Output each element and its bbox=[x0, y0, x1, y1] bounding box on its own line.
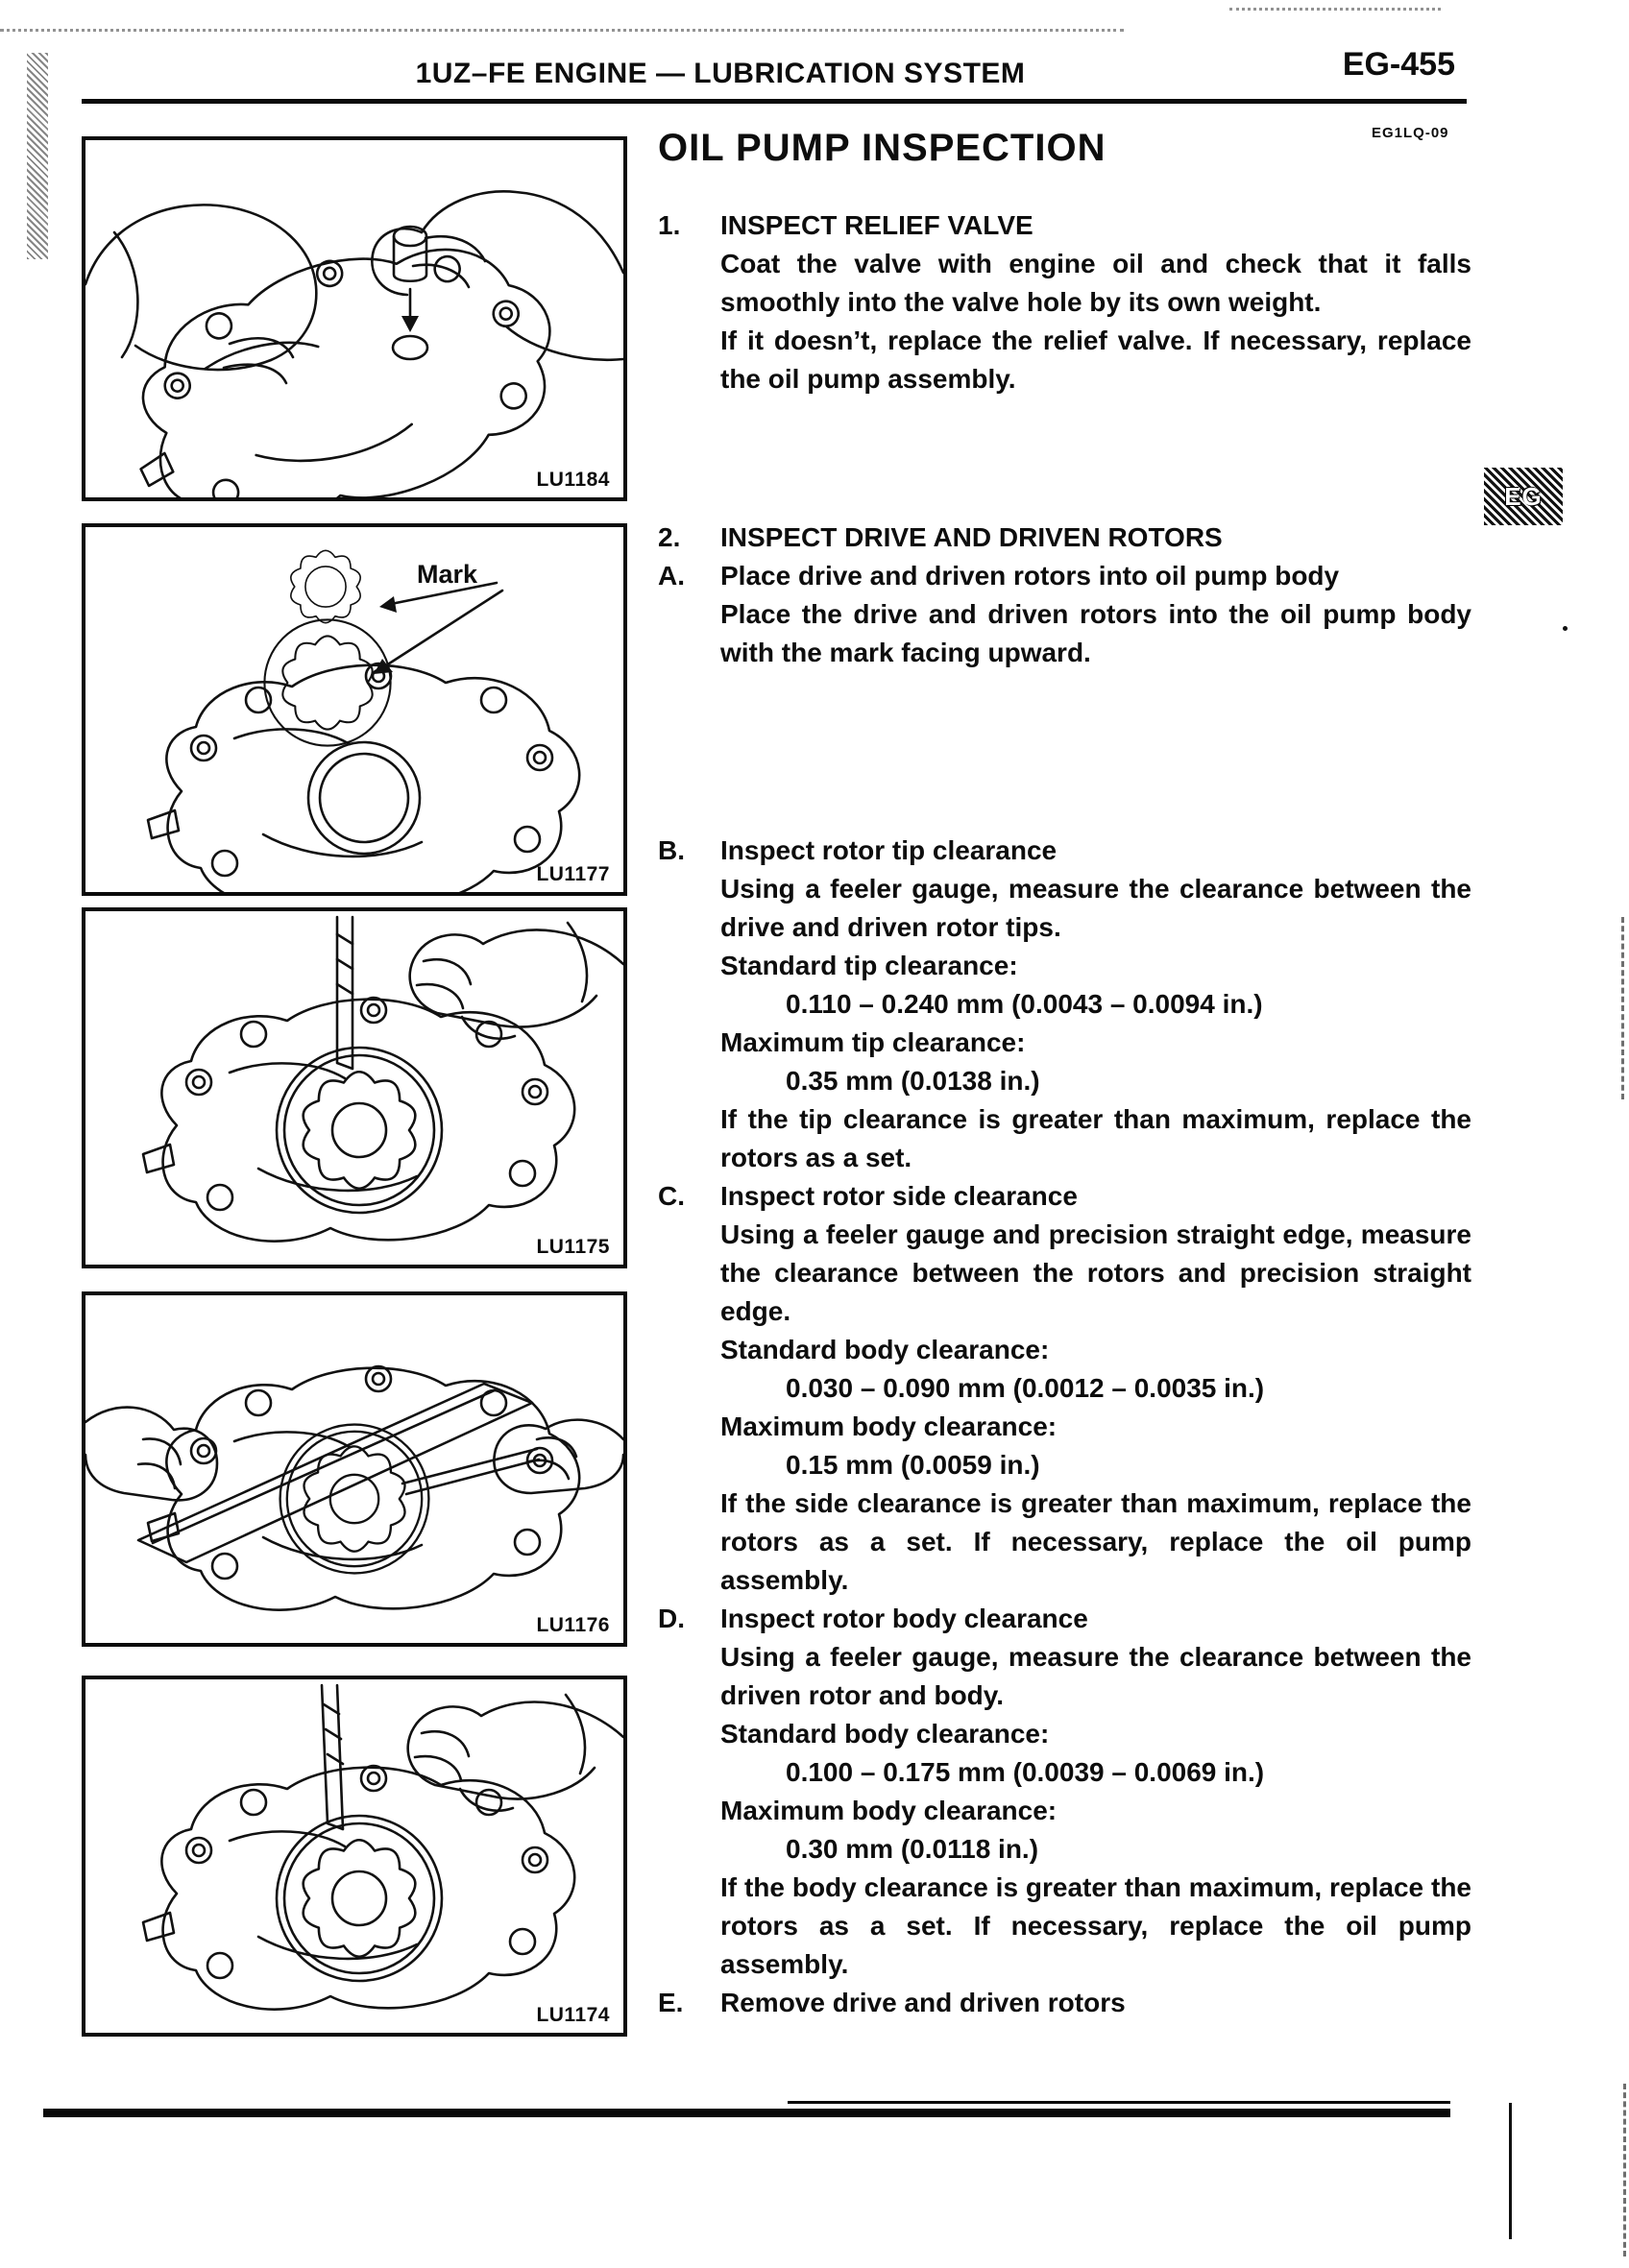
spec-label: Standard body clearance: bbox=[720, 1335, 1050, 1364]
page-title: OIL PUMP INSPECTION bbox=[658, 127, 1106, 169]
section-number: 1. bbox=[658, 210, 681, 240]
section-1 bbox=[658, 206, 1471, 398]
section-heading: Inspect rotor tip clearance bbox=[720, 835, 1058, 865]
paragraph: Using a feeler gauge, measure the clearance between the driven rotor and body. bbox=[720, 1642, 1471, 1710]
paragraph: Using a feeler gauge, measure the clearance between the drive and driven rotor tips. bbox=[720, 874, 1471, 942]
page-number: EG-455 bbox=[1342, 46, 1455, 83]
section-c bbox=[658, 1177, 1471, 1600]
section-heading: INSPECT RELIEF VALVE bbox=[720, 210, 1033, 240]
section-tab-label: EG bbox=[1504, 481, 1543, 511]
spec-label: Standard tip clearance: bbox=[720, 951, 1018, 980]
figure-rotors-mark bbox=[82, 523, 627, 896]
figure-tip-clearance bbox=[82, 907, 627, 1268]
section-tab bbox=[1484, 468, 1563, 525]
side-clearance-illustration bbox=[85, 1295, 623, 1643]
figure-id: LU1176 bbox=[536, 1614, 610, 1636]
section-number: A. bbox=[658, 561, 685, 591]
spec-value: 0.100 – 0.175 mm (0.0039 – 0.0069 in.) bbox=[786, 1757, 1265, 1787]
paragraph: If the body clearance is greater than maximum, replace the rotors as a set. If necessary, replace the oil pump assembly. bbox=[720, 1872, 1471, 1979]
scan-artifact-top-dots bbox=[0, 29, 1124, 32]
section-heading: Remove drive and driven rotors bbox=[720, 1988, 1126, 2017]
bottom-rule bbox=[43, 2109, 1450, 2117]
figure-side-clearance bbox=[82, 1291, 627, 1647]
section-heading: Inspect rotor body clearance bbox=[720, 1604, 1088, 1633]
spec-value: 0.15 mm (0.0059 in.) bbox=[786, 1450, 1040, 1480]
spec-label: Maximum tip clearance: bbox=[720, 1027, 1026, 1057]
paragraph: Using a feeler gauge and precision straight edge, measure the clearance between the rotors and precision straight edge. bbox=[720, 1219, 1471, 1326]
section-heading: Place drive and driven rotors into oil pump body bbox=[720, 561, 1340, 591]
paragraph: Place the drive and driven rotors into the oil pump body with the mark facing upward. bbox=[720, 599, 1471, 667]
figure-id: LU1184 bbox=[536, 469, 610, 491]
scan-artifact-top-right-dots bbox=[1229, 8, 1441, 11]
section-heading: Inspect rotor side clearance bbox=[720, 1181, 1078, 1211]
section-e bbox=[658, 1984, 1471, 2022]
section-d bbox=[658, 1600, 1471, 1984]
bottom-rule-thin bbox=[788, 2101, 1450, 2104]
spec-value: 0.30 mm (0.0118 in.) bbox=[786, 1834, 1039, 1864]
header-rule bbox=[82, 99, 1467, 104]
header-title: 1UZ–FE ENGINE — LUBRICATION SYSTEM bbox=[415, 58, 1026, 89]
section-number: E. bbox=[658, 1988, 684, 2017]
section-number: C. bbox=[658, 1181, 685, 1211]
scan-artifact-bottom-vline bbox=[1509, 2103, 1512, 2239]
figure-id: LU1174 bbox=[536, 2004, 610, 2026]
paragraph: Coat the valve with engine oil and check that it falls smoothly into the valve hole by its own weight. bbox=[720, 249, 1471, 317]
section-number: 2. bbox=[658, 522, 681, 552]
tip-clearance-illustration bbox=[85, 911, 623, 1265]
scan-artifact-right-dashes bbox=[1621, 917, 1624, 1099]
paragraph: If the tip clearance is greater than maximum, replace the rotors as a set. bbox=[720, 1104, 1471, 1172]
paragraph: If the side clearance is greater than maximum, replace the rotors as a set. If necessary, replace the oil pump assembly. bbox=[720, 1488, 1471, 1595]
mark-callout: Mark bbox=[417, 560, 478, 589]
figure-relief-valve bbox=[82, 136, 627, 501]
rotors-mark-illustration bbox=[85, 527, 623, 892]
scan-artifact-speck bbox=[1563, 626, 1568, 631]
relief-valve-illustration bbox=[85, 140, 623, 497]
section-number: B. bbox=[658, 835, 685, 865]
section-number: D. bbox=[658, 1604, 685, 1633]
figure-id: LU1175 bbox=[536, 1236, 610, 1258]
section-2 bbox=[658, 519, 1471, 672]
scan-artifact-bottom-right-dashes bbox=[1623, 2084, 1626, 2256]
spec-value: 0.110 – 0.240 mm (0.0043 – 0.0094 in.) bbox=[786, 989, 1263, 1019]
spec-label: Maximum body clearance: bbox=[720, 1411, 1058, 1441]
spec-value: 0.030 – 0.090 mm (0.0012 – 0.0035 in.) bbox=[786, 1373, 1265, 1403]
spec-label: Maximum body clearance: bbox=[720, 1796, 1058, 1825]
body-clearance-illustration bbox=[85, 1679, 623, 2033]
paragraph: If it doesn’t, replace the relief valve. If necessary, replace the oil pump assembly. bbox=[720, 326, 1471, 394]
sections-b-to-e bbox=[658, 832, 1471, 2022]
doc-code: EG1LQ-09 bbox=[1372, 125, 1449, 141]
figure-body-clearance bbox=[82, 1676, 627, 2037]
scan-artifact-left-strip bbox=[27, 53, 48, 259]
section-b bbox=[658, 832, 1471, 1177]
figure-id: LU1177 bbox=[536, 863, 610, 885]
spec-label: Standard body clearance: bbox=[720, 1719, 1050, 1749]
section-heading: INSPECT DRIVE AND DRIVEN ROTORS bbox=[720, 522, 1223, 552]
spec-value: 0.35 mm (0.0138 in.) bbox=[786, 1066, 1040, 1096]
